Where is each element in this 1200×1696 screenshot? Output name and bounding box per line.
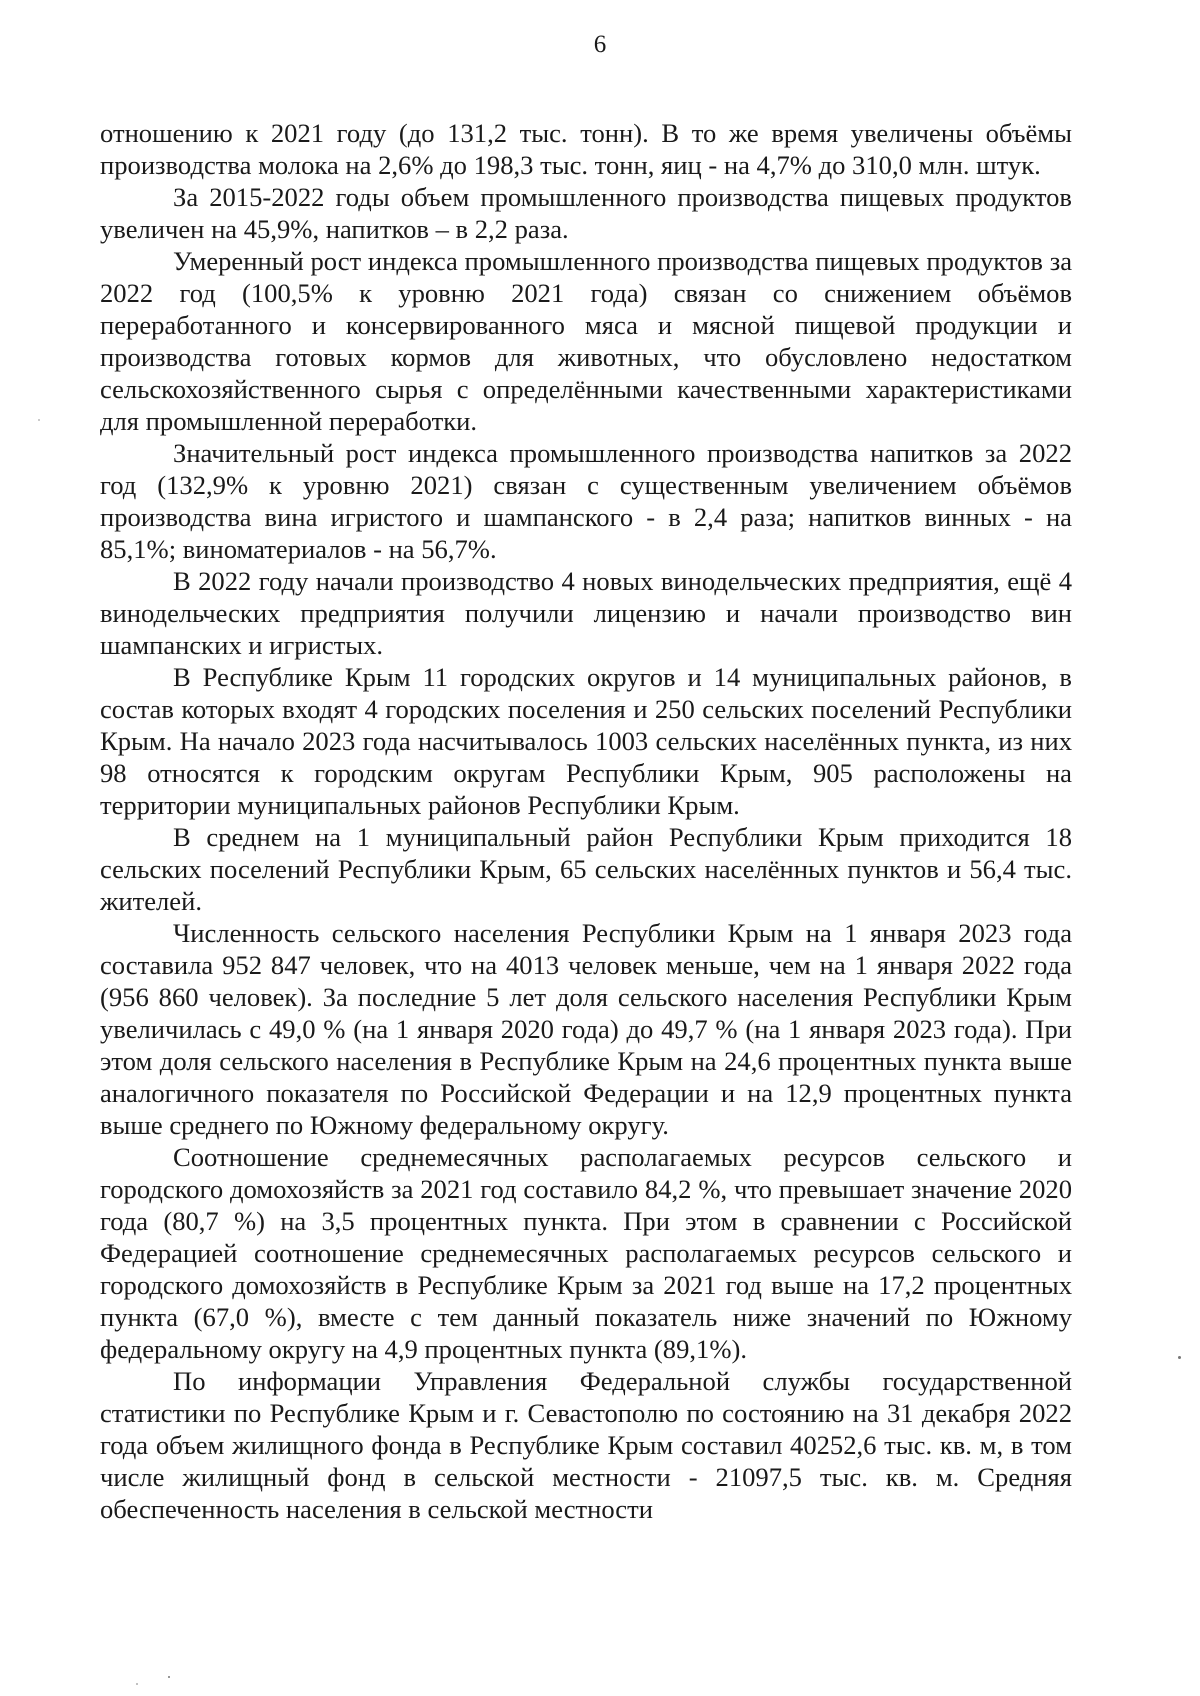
page-number: 6 xyxy=(593,31,607,58)
paragraph-food-production-growth: За 2015-2022 годы объем промышленного производства пищевых продуктов увеличен на 45,9%, напитков – в 2,2 раза. xyxy=(100,182,1072,244)
paragraph-production-volumes: отношению к 2021 году (до 131,2 тыс. тонн). В то же время увеличены объёмы производства молока на 2,6% до 198,3 тыс. тонн, яиц - на 4,7% до 310,0 млн. штук. xyxy=(100,118,1072,180)
scan-speck xyxy=(38,419,40,421)
paragraph-wineries: В 2022 году начали производство 4 новых винодельческих предприятия, ещё 4 винодельческих предприятия получили лицензию и начали производство вин шампанских и игристых. xyxy=(100,566,1072,660)
paragraph-rural-population: Численность сельского населения Республики Крым на 1 января 2023 года составила 952 847 человек, что на 4013 человек меньше, чем на 1 января 2022 года (956 860 человек). За последние 5 лет доля сельского населения Республики Крым увеличилась с 49,0 % (на 1 января 2020 года) до 49,7 % (на 1 января 2023 года). При этом доля сельского населения в Республике Крым на 24,6 процентных пункта выше аналогичного показателя по Российской Федерации и на 12,9 процентных пункта выше среднего по Южному федеральному округу. xyxy=(100,918,1072,1140)
paragraph-household-resources: Соотношение среднемесячных располагаемых ресурсов сельского и городского домохозяйств за 2021 год составило 84,2 %, что превышает значение 2020 года (80,7 %) на 3,5 процентных пункта. При этом в сравнении с Российской Федерацией соотношение среднемесячных располагаемых ресурсов сельского и городского домохозяйств в Республике Крым за 2021 год выше на 17,2 процентных пункта (67,0 %), вместе с тем данный показатель ниже значений по Южному федеральному округу на 4,9 процентных пункта (89,1%). xyxy=(100,1142,1072,1364)
document-body xyxy=(100,117,1072,1525)
scan-speck xyxy=(136,1683,138,1685)
paragraph-beverages-growth: Значительный рост индекса промышленного производства напитков за 2022 год (132,9% к уровню 2021) связан с существенным увеличением объёмов производства вина игристого и шампанского - в 2,4 раза; напитков винных - на 85,1%; виноматериалов - на 56,7%. xyxy=(100,438,1072,564)
paragraph-municipal-structure: В Республике Крым 11 городских округов и 14 муниципальных районов, в состав которых входят 4 городских поселения и 250 сельских поселений Республики Крым. На начало 2023 года насчитывалось 1003 сельских населённых пункта, из них 98 относятся к городским округам Республики Крым, 905 расположены на территории муниципальных районов Республики Крым. xyxy=(100,662,1072,820)
scan-speck xyxy=(1178,1356,1181,1359)
paragraph-moderate-growth: Умеренный рост индекса промышленного производства пищевых продуктов за 2022 год (100,5% к уровню 2021 года) связан со снижением объёмов переработанного и консервированного мяса и мясной пищевой продукции и производства готовых кормов для животных, что обусловлено недостатком сельскохозяйственного сырья с определёнными качественными характеристиками для промышленной переработки. xyxy=(100,246,1072,436)
paragraph-average-per-district: В среднем на 1 муниципальный район Республики Крым приходится 18 сельских поселений Республики Крым, 65 сельских населённых пунктов и 56,4 тыс. жителей. xyxy=(100,822,1072,916)
scan-speck xyxy=(168,1676,170,1678)
paragraph-housing-stock: По информации Управления Федеральной службы государственной статистики по Республике Крым и г. Севастополю по состоянию на 31 декабря 2022 года объем жилищного фонда в Республике Крым составил 40252,6 тыс. кв. м, в том числе жилищный фонд в сельской местности - 21097,5 тыс. кв. м. Средняя обеспеченность населения в сельской местности xyxy=(100,1366,1072,1524)
